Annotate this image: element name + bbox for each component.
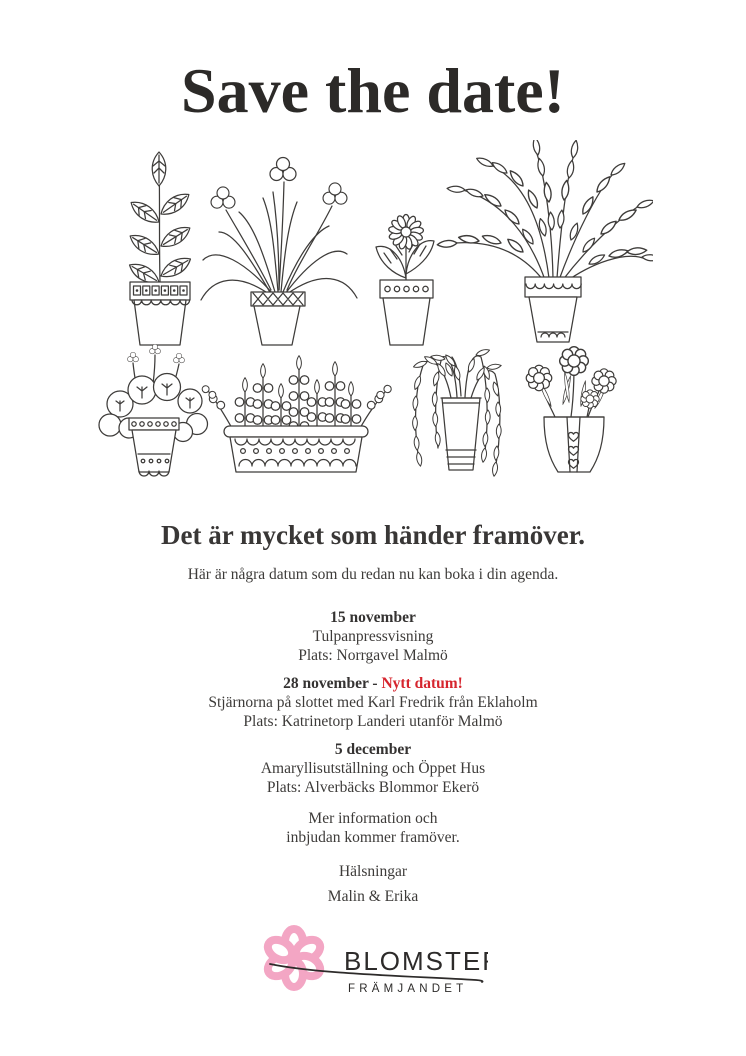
window-box-seedlings	[201, 356, 393, 472]
carnation-vase	[526, 347, 616, 472]
leafy-stem-plant	[126, 152, 194, 345]
event-date-row	[0, 674, 746, 693]
event-date: 28 november -	[283, 675, 378, 692]
greeting: Hälsningar	[338, 863, 407, 880]
event-date: 15 november	[330, 609, 416, 626]
section-heading: Det är mycket som händer framöver.	[161, 520, 585, 550]
event-line: Plats: Alverbäcks Blommor Ekerö	[266, 779, 480, 796]
event-line: Amaryllisutställning och Öppet Hus	[260, 760, 486, 777]
plants-illustration-svg	[93, 140, 653, 500]
event-date-highlight: Nytt datum!	[381, 675, 463, 692]
logo-svg	[258, 914, 488, 1000]
event-line: Plats: Katrinetorp Landeri utanför Malmö	[243, 713, 503, 730]
logo-subname: FRÄMJANDET	[348, 983, 468, 995]
event-list	[0, 608, 746, 797]
event-item-2	[0, 674, 746, 731]
daisy-flower-pot	[376, 215, 434, 346]
event-item-1	[0, 608, 746, 665]
event-date: 5 december	[334, 741, 412, 758]
pilea-pot	[99, 344, 208, 476]
event-item-3	[0, 740, 746, 797]
section-subheading: Här är några datum som du redan nu kan boka i din agenda.	[187, 566, 559, 583]
blomsterframjandet-logo	[258, 914, 488, 1000]
signature: Malin & Erika	[327, 888, 419, 905]
closing-line: Mer information och	[308, 810, 438, 827]
closing-note	[0, 809, 746, 847]
spider-plant	[201, 158, 357, 346]
event-line: Plats: Norrgavel Malmö	[298, 647, 448, 664]
zz-plant	[437, 140, 653, 342]
page-title: Save the date!	[181, 55, 565, 126]
plant-illustrations	[93, 140, 653, 500]
closing-line: inbjudan kommer framöver.	[286, 829, 460, 846]
event-line: Stjärnorna på slottet med Karl Fredrik från Eklaholm	[208, 694, 538, 711]
hanging-ivy-plant	[412, 348, 501, 477]
event-line: Tulpanpressvisning	[312, 628, 434, 645]
pink-flower-icon	[264, 929, 324, 987]
logo-name: BLOMSTER	[344, 946, 488, 976]
